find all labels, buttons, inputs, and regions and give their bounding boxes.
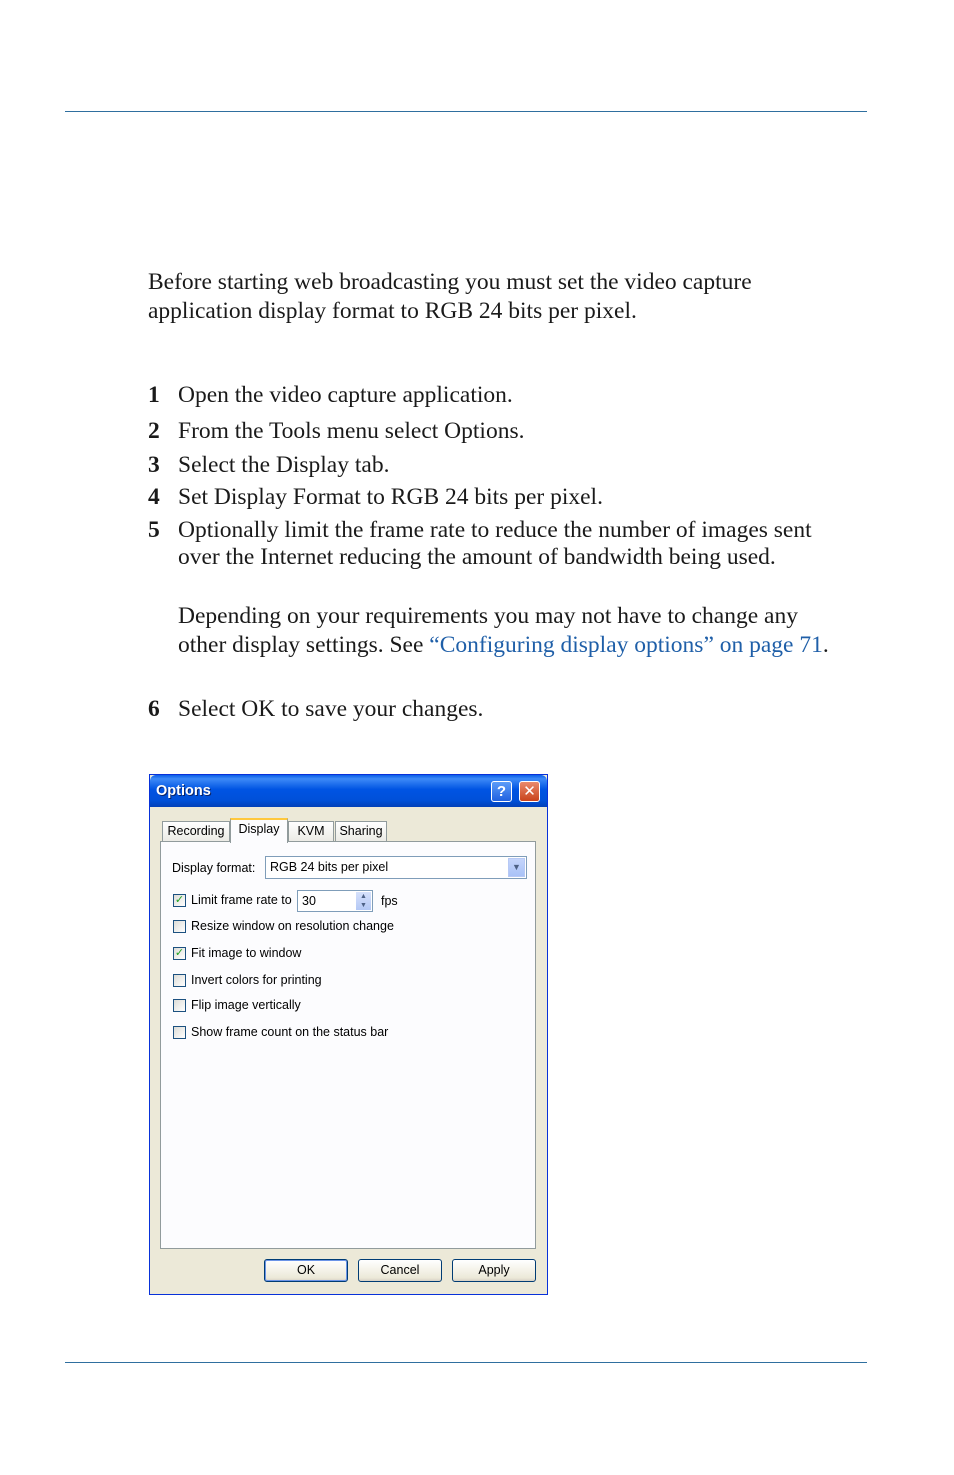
close-icon[interactable]: ✕ xyxy=(519,781,540,802)
step-text: Optionally limit the frame rate to reduce the number of images sent over the Internet reducing the amount of bandwidth being used. xyxy=(178,517,812,570)
tab-kvm[interactable]: KVM xyxy=(288,821,334,841)
note-end: . xyxy=(822,632,829,658)
tab-display[interactable]: Display xyxy=(230,818,288,843)
top-rule xyxy=(65,111,867,112)
apply-button[interactable]: Apply xyxy=(452,1259,536,1282)
display-format-value: RGB 24 bits per pixel xyxy=(270,860,389,874)
flip-image-checkbox[interactable] xyxy=(173,999,186,1012)
step-text: From the Tools menu select Options. xyxy=(178,418,525,444)
fps-label: fps xyxy=(381,894,398,908)
invert-colors-checkbox[interactable] xyxy=(173,974,186,987)
display-format-select[interactable] xyxy=(265,856,527,879)
step-text: Open the video capture application. xyxy=(178,382,513,408)
help-icon[interactable]: ? xyxy=(491,781,512,802)
flip-image-label: Flip image vertically xyxy=(191,998,301,1012)
limit-frame-rate-checkbox[interactable]: ✓ xyxy=(174,894,185,906)
invert-colors-label: Invert colors for printing xyxy=(191,973,322,987)
step-6 xyxy=(148,696,848,723)
step-text: Set Display Format to RGB 24 bits per pixel. xyxy=(178,484,603,510)
note-text: Depending on your requirements you may not have to change any other display settings. See xyxy=(178,603,798,658)
fit-image-label: Fit image to window xyxy=(191,946,302,960)
cross-reference-link[interactable]: “Configuring display options” on page 71 xyxy=(429,632,823,658)
tab-sharing[interactable]: Sharing xyxy=(335,821,387,841)
dialog-titlebar[interactable] xyxy=(150,775,547,807)
step-number: 4 xyxy=(148,484,160,510)
limit-frame-rate-label: Limit frame rate to xyxy=(191,893,292,907)
chevron-down-icon[interactable]: ▼ xyxy=(508,858,525,877)
cancel-button[interactable]: Cancel xyxy=(358,1259,442,1282)
step-2 xyxy=(148,418,848,445)
resize-window-checkbox[interactable] xyxy=(173,920,186,933)
ok-button[interactable]: OK xyxy=(264,1259,348,1282)
frame-rate-stepper[interactable] xyxy=(297,890,373,912)
step-5-note xyxy=(178,602,848,660)
step-number: 2 xyxy=(148,418,160,444)
display-tab-panel xyxy=(160,841,536,1249)
step-number: 5 xyxy=(148,517,160,543)
intro-paragraph: Before starting web broadcasting you must set the video capture application display format to RGB 24 bits per pixel. xyxy=(148,269,752,324)
step-text: Select OK to save your changes. xyxy=(178,696,484,722)
spin-arrows-icon[interactable]: ▲ ▼ xyxy=(356,892,371,910)
show-frame-count-checkbox[interactable] xyxy=(173,1026,186,1039)
frame-rate-value: 30 xyxy=(302,894,316,908)
step-5 xyxy=(148,517,848,598)
step-number: 3 xyxy=(148,452,160,478)
dialog-title: Options xyxy=(156,783,211,799)
tab-recording[interactable]: Recording xyxy=(162,821,230,841)
display-format-label: Display format: xyxy=(172,861,256,875)
step-4 xyxy=(148,484,848,511)
bottom-rule xyxy=(65,1362,867,1363)
show-frame-count-label: Show frame count on the status bar xyxy=(191,1025,389,1039)
step-1 xyxy=(148,382,848,409)
options-dialog xyxy=(149,774,548,1295)
fit-image-checkbox[interactable]: ✓ xyxy=(174,947,185,959)
step-text: Select the Display tab. xyxy=(178,452,390,478)
resize-window-label: Resize window on resolution change xyxy=(191,919,394,933)
step-number: 1 xyxy=(148,382,160,408)
step-number: 6 xyxy=(148,696,160,722)
step-3 xyxy=(148,452,848,479)
